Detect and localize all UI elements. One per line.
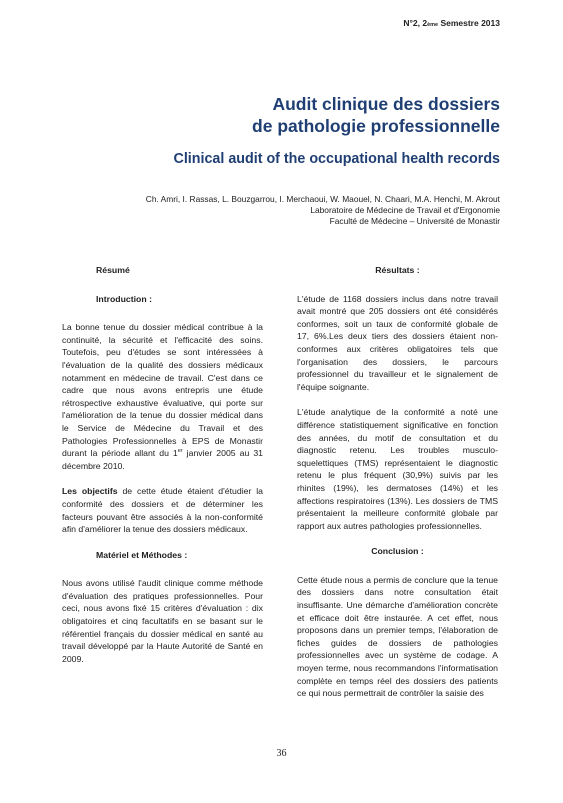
author-block [30, 194, 500, 228]
french-title-line1: Audit clinique des dossiers [272, 94, 500, 114]
introduction-heading: Introduction : [96, 293, 152, 304]
conclusion-heading: Conclusion : [371, 546, 424, 557]
conclusion-paragraph: Cette étude nous a permis de conclure que la tenue des dossiers dans notre consultation était insuffisante. Une démarche d'amélioration concrète et efficace doit être instaurée. A cet effet, nous proposons dans un premier temps, l'élaboration de fiches guides de dossiers de pathologies professionnelles avec un système de codage. A moyen terme, nous recommandons l'informatisation complète en temps réel des dossiers des patients ce qui nous permettrait de contrôler la saisie des [297, 574, 498, 699]
english-title: Clinical audit of the occupational health records [173, 151, 500, 167]
french-title [80, 93, 500, 137]
issue-tail: Semestre 2013 [438, 18, 500, 28]
affiliation-faculty: Faculté de Médecine – Université de Monastir [329, 216, 500, 227]
introduction-text: La bonne tenue du dossier médical contribue à la continuité, la sécurité et l'efficacité des soins. Toutefois, peu d'études se sont intéressées à l'évaluation de la qualité des dossiers médicaux notamment en médecine de travail. C'est dans ce cadre que nous avons entrepris une étude rétrospective exhaustive évaluative, qui porte sur l'amélioration de la tenue du dossier médical dans le Service de Médecine du Travail et des Pathologies Professionnelles à EPS de Monastir durant la période allant du 1 [62, 322, 263, 459]
issue-superscript: ème [427, 22, 439, 28]
author-names: Ch. Amri, I. Rassas, L. Bouzgarrou, I. Merchaoui, W. Maouel, N. Chaari, M.A. Henchi, M. Akrout [145, 194, 500, 204]
objectives-text: de cette étude étaient d'étudier la conformité des dossiers et de déterminer les facteurs pouvant être associés à la non-conformité afin d'améliorer la tenue des dossiers médicaux. [62, 486, 263, 535]
results-paragraph-2: L'étude analytique de la conformité a noté une différence statistiquement significative en fonction des années, du motif de consultation et du diagnostic retenu. Les troubles musculo-squelettiques (TMS) représentaient le diagnostic retenu le plus fréquent (30,9%) suivis par les rhinites (19%), les dermatoses (14%) et les affections respiratoires (13%). Les dossiers de TMS présentaient la meilleure conformité globale par rapport aux autres pathologies professionnelles. [297, 407, 498, 531]
resume-heading: Résumé [96, 265, 130, 275]
introduction-superscript: er [177, 448, 183, 455]
results-paragraph-1: L'étude de 1168 dossiers inclus dans notre travail avait montré que 205 dossiers ont été considérés conformes, soit un taux de conformité globale de 17, 6%.Les deux tiers des dossiers étaient non-conformes aux critères obligatoires tels que l'organisation des dossiers, le parcours professionnel du travailleur et le signalement de l'équipe soignante. [297, 293, 498, 392]
affiliation-lab: Laboratoire de Médecine de Travail et d'Ergonomie [310, 205, 500, 216]
methods-paragraph: Nous avons utilisé l'audit clinique comme méthode d'évaluation des pratiques professionnelles. Pour ceci, nous avons fixé 15 critères d'évaluation : dix obligatoires et cinq facultatifs en se basant sur le référentiel français du dossier médical en santé au travail développé par la Haute Autorité de Santé en 2009. [62, 578, 263, 664]
page-number: 36 [276, 748, 287, 759]
introduction-paragraph [62, 321, 263, 472]
right-column [297, 264, 498, 713]
left-column [62, 264, 263, 678]
objectives-paragraph [62, 485, 263, 535]
introduction-text-end: janvier 2005 au 31 décembre 2010. [62, 448, 263, 471]
objectives-bold-label: Les objectifs [62, 486, 118, 497]
french-title-line2: de pathologie professionnelle [252, 116, 500, 136]
issue-main: N°2, 2 [403, 18, 428, 28]
methods-heading: Matériel et Méthodes : [96, 549, 188, 560]
issue-info [403, 18, 500, 28]
results-heading: Résultats : [375, 265, 420, 275]
